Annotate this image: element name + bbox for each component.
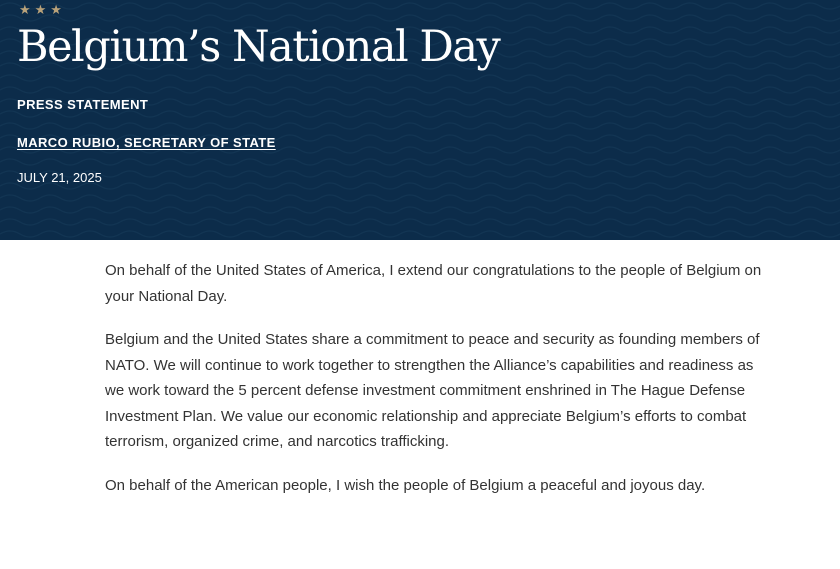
body-paragraph: Belgium and the United States share a commitment to peace and security as founding members of NATO. We will continue to work together to strengthen the Alliance’s capabilities and readiness as we work toward the 5 percent defense investment commitment enshrined in The Hague Defense Investment Plan. We value our economic relationship and appreciate Belgium’s efforts to combat terrorism, organized crime, and narcotics trafficking. bbox=[105, 331, 760, 450]
body-paragraph: On behalf of the United States of America, I extend our congratulations to the people of Belgium on your National Day. bbox=[105, 262, 762, 305]
publish-date: JULY 21, 2025 bbox=[17, 170, 102, 185]
body-paragraph: On behalf of the American people, I wish the people of Belgium a peaceful and joyous day. bbox=[105, 476, 706, 494]
stars-icon: ★★★ bbox=[19, 3, 66, 18]
author-link[interactable]: MARCO RUBIO, SECRETARY OF STATE bbox=[17, 135, 276, 150]
statement-type-label: PRESS STATEMENT bbox=[17, 97, 149, 112]
statement-body bbox=[105, 258, 775, 516]
page-title: Belgium’s National Day bbox=[17, 22, 500, 72]
page-header-banner bbox=[0, 0, 840, 240]
